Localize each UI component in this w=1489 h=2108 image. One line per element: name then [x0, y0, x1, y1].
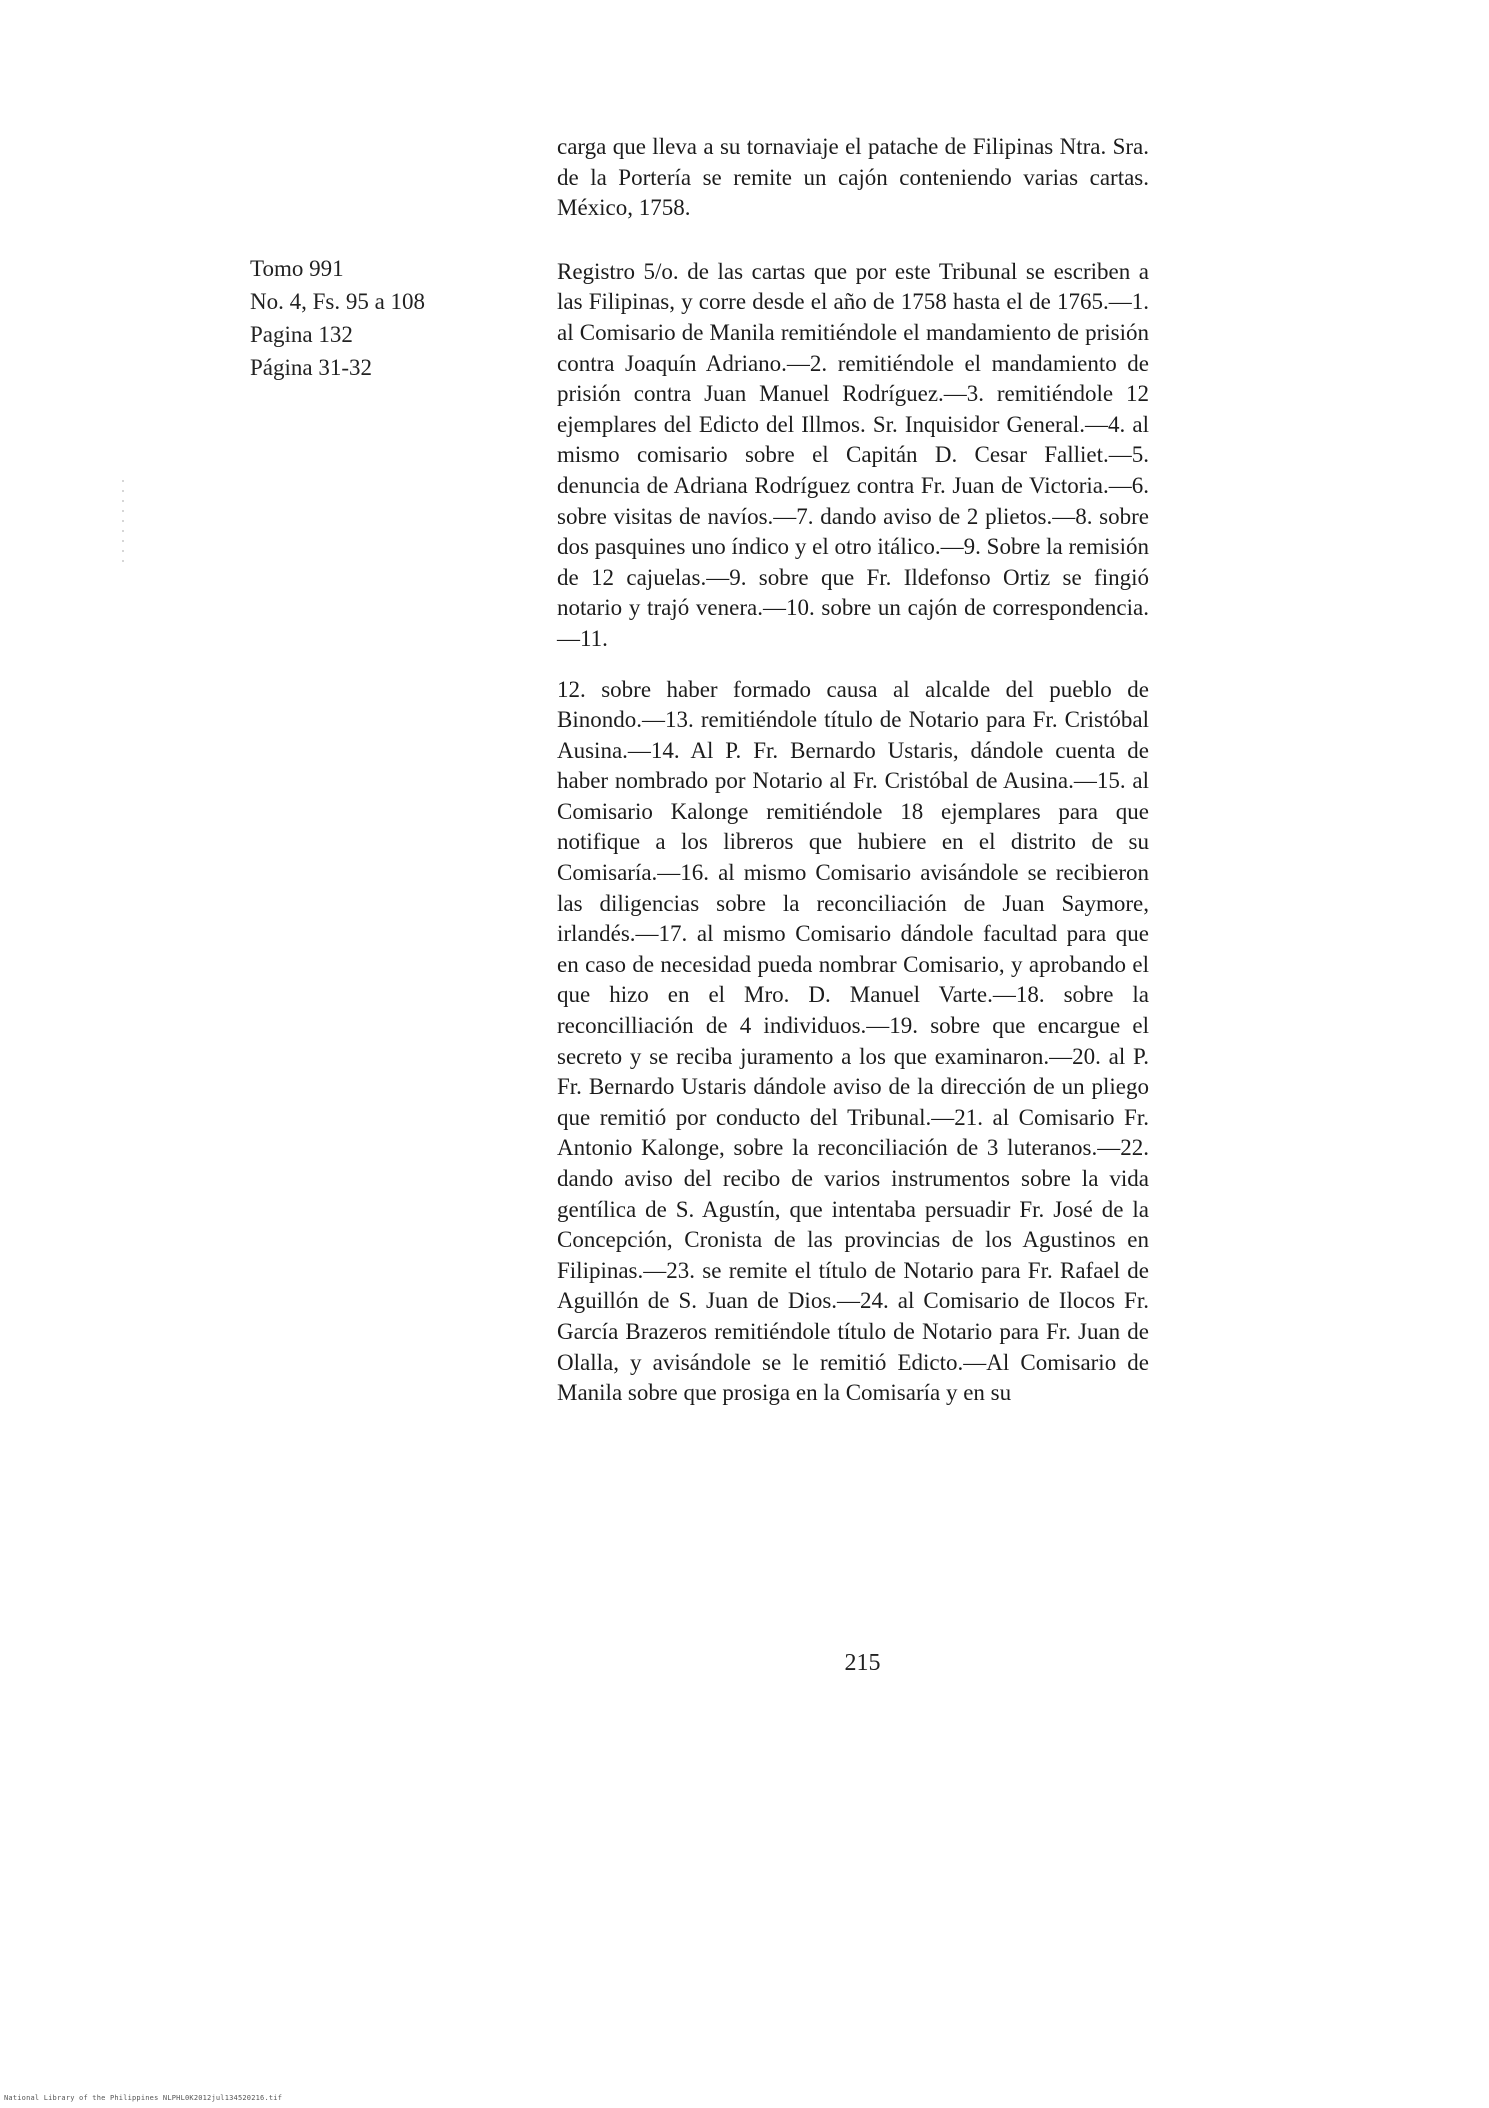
scan-speckle	[122, 480, 124, 570]
margin-reference-line: Tomo 991	[250, 256, 344, 281]
scan-footer-caption: National Library of the Philippines NLPHL0K2012jul134520216.tif	[4, 2094, 283, 2102]
paragraph: 12. sobre haber formado causa al alcalde del pueblo de Binondo.—13. remitiéndole título de Notario para Fr. Cristóbal Ausina.—14. Al P. Fr. Bernardo Ustaris, dándole cuenta de haber nombrado por Notario al Fr. Cristóbal de Ausina.—15. al Comisario Kalonge remitiéndole 18 ejemplares para que notifique a los libreros que hubiere en el distrito de su Comisaría.—16. al mismo Comisario avisándole se recibieron las diligencias sobre la reconciliación de Juan Saymore, irlandés.—17. al mismo Comisario dándole facultad para que en caso de necesidad pueda nombrar Comisario, y aprobando el que hizo en el Mro. D. Manuel Varte.—18. sobre la reconcilliación de 4 individuos.—19. sobre que encargue el secreto y se reciba juramento a los que examinaron.—20. al P. Fr. Bernardo Ustaris dándole aviso de la dirección de un pliego que remitió por conducto del Tribunal.—21. al Comisario Fr. Antonio Kalonge, sobre la reconciliación de 3 luteranos.—22. dando aviso del recibo de varios instrumentos sobre la vida gentílica de S. Agustín, que intentaba persuadir Fr. José de la Concepción, Cronista de las provincias de los Agustinos en Filipinas.—23. se remite el título de Notario para Fr. Rafael de Aguillón de S. Juan de Dios.—24. al Comisario de Ilocos Fr. García Brazeros remitiéndole título de Notario para Fr. Juan de Olalla, y avisándole se le remitió Edicto.—Al Comisario de Manila sobre que prosiga en la Comisaría y en su	[557, 676, 1149, 1406]
page-number: 215	[844, 1650, 881, 1676]
margin-reference-line: Pagina 132	[250, 322, 353, 347]
page-number-row	[0, 1650, 1489, 1677]
margin-reference-line: No. 4, Fs. 95 a 108	[250, 289, 426, 314]
paragraph: Registro 5/o. de las cartas que por este Tribunal se escriben a las Filipinas, y corre desde el año de 1758 hasta el de 1765.—1. al Comisario de Manila remitiéndole el mandamiento de prisión contra Joaquín Adriano.—2. remitiéndole el mandamiento de prisión contra Juan Manuel Rodríguez.—3. remitiéndole 12 ejemplares del Edicto del Illmos. Sr. Inquisidor General.—4. al mismo comisario sobre el Capitán D. Cesar Falliet.—5. denuncia de Adriana Rodríguez contra Fr. Juan de Victoria.—6. sobre visitas de navíos.—7. dando aviso de 2 plietos.—8. sobre dos pasquines uno índico y el otro itálico.—9. Sobre la remisión de 12 cajuelas.—9. sobre que Fr. Ildefonso Ortiz se fingió notario y trajó venera.—10. sobre un cajón de correspondencia.—11.	[557, 258, 1149, 651]
margin-reference-line: Página 31-32	[250, 355, 373, 380]
paragraph: carga que lleva a su tornaviaje el patache de Filipinas Ntra. Sra. de la Portería se remite un cajón conteniendo varias cartas. México, 1758.	[557, 134, 1149, 221]
body-text	[557, 132, 1149, 1409]
margin-reference	[250, 252, 550, 384]
